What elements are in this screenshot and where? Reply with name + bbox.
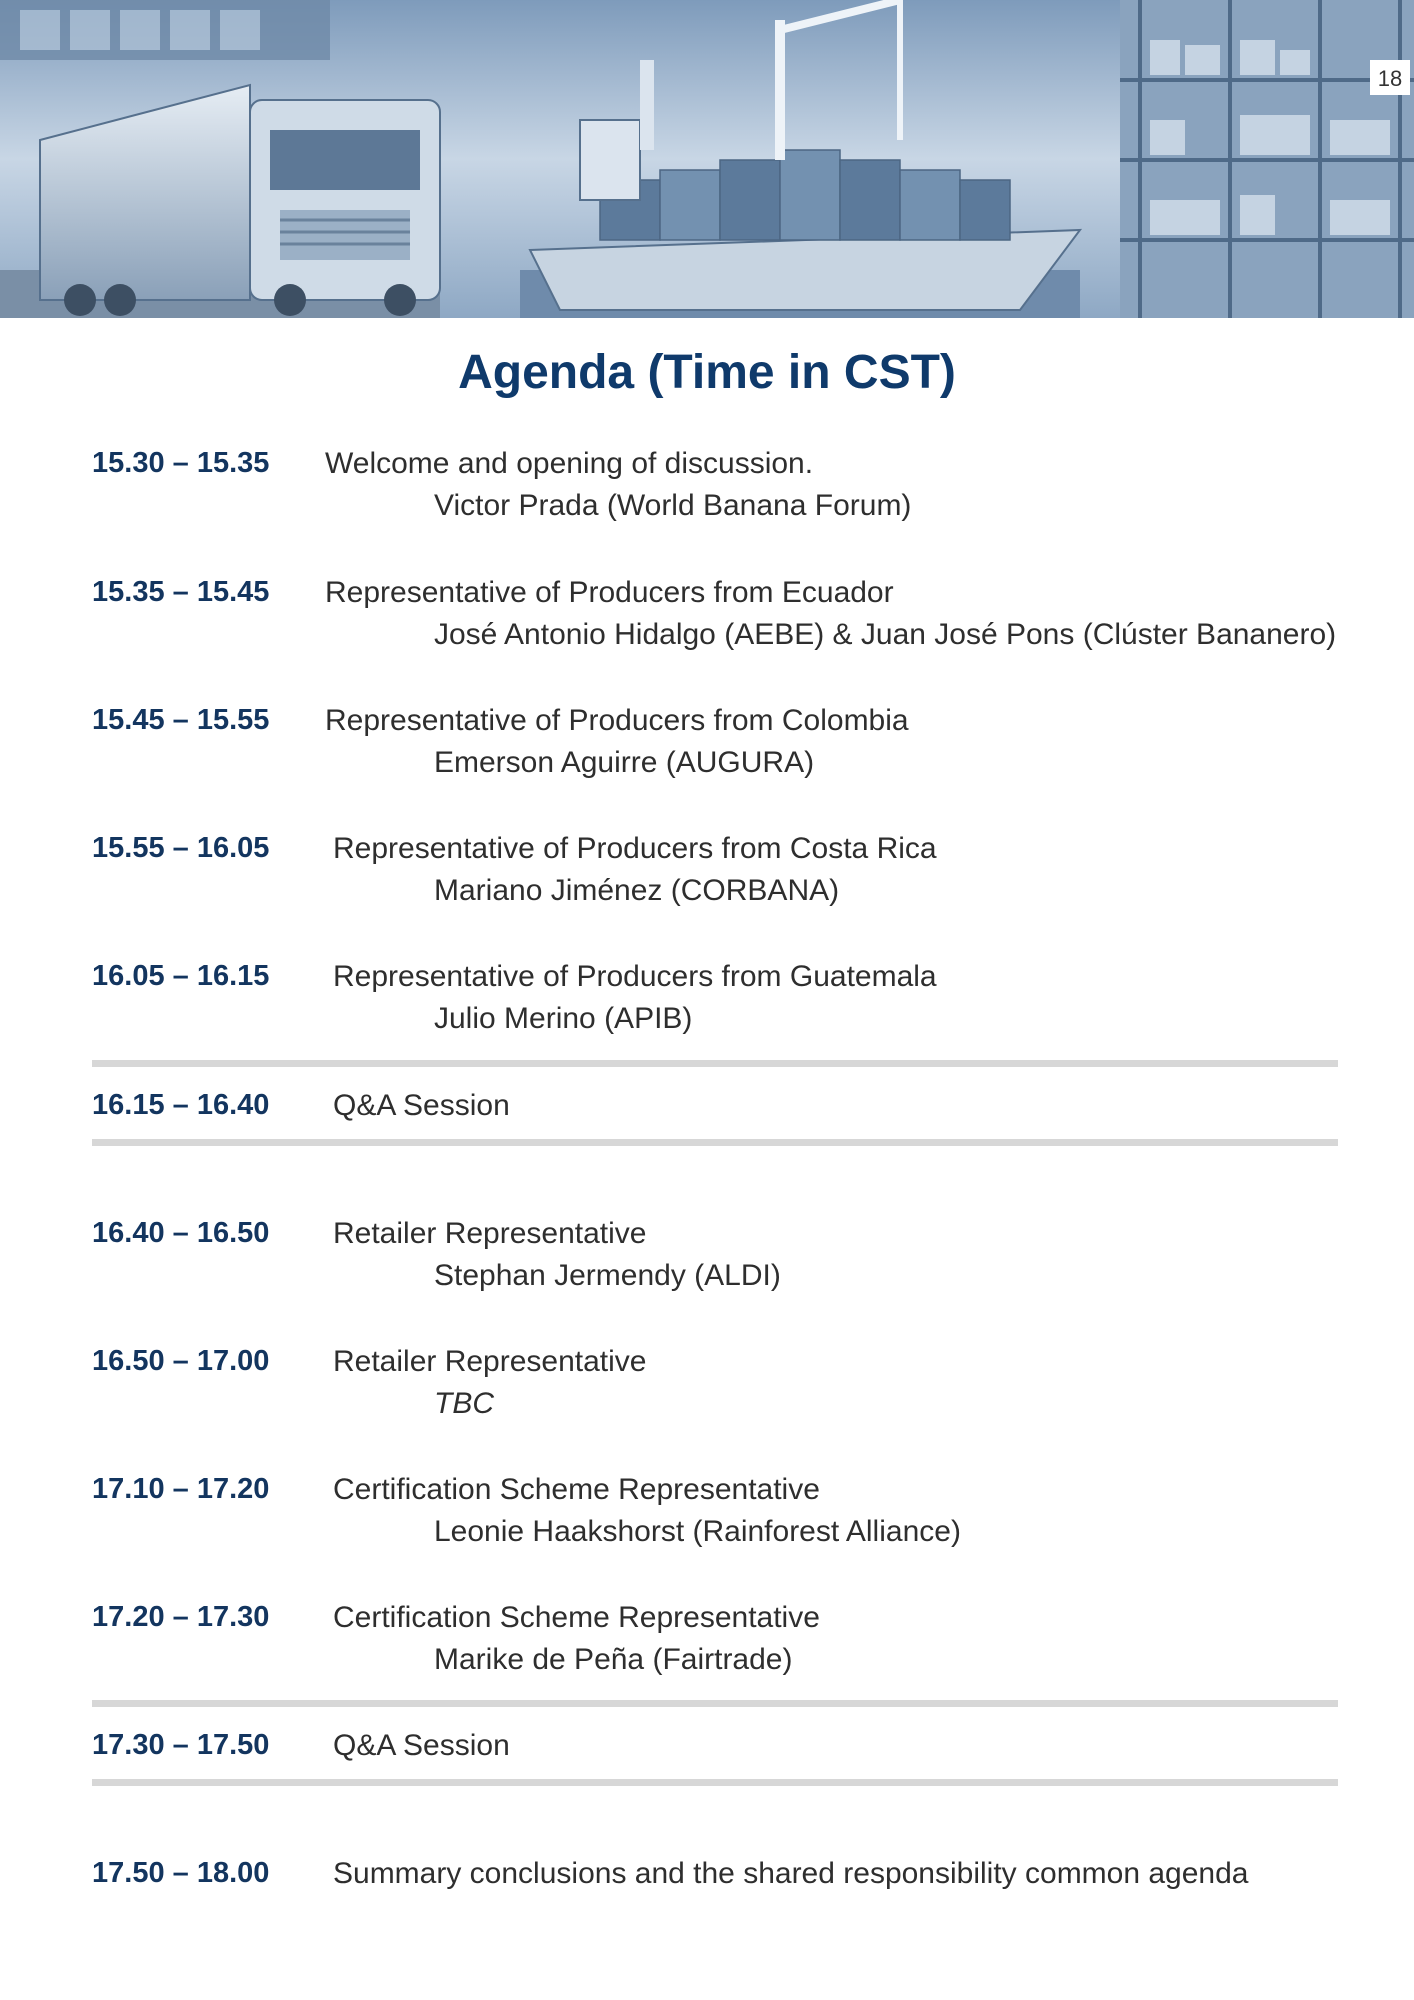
agenda-description: Retailer Representative xyxy=(333,1217,647,1250)
agenda-description: Representative of Producers from Guatemala xyxy=(333,960,937,993)
agenda-speaker: Stephan Jermendy (ALDI) xyxy=(434,1259,781,1292)
agenda-speaker: Mariano Jiménez (CORBANA) xyxy=(434,874,840,907)
agenda-speaker: Julio Merino (APIB) xyxy=(434,1002,693,1035)
page-title: Agenda (Time in CST) xyxy=(458,346,956,399)
agenda-time: 15.30 – 15.35 xyxy=(92,447,270,479)
agenda-speaker: TBC xyxy=(434,1387,494,1420)
agenda-time: 16.05 – 16.15 xyxy=(92,960,270,992)
agenda-time: 17.30 – 17.50 xyxy=(92,1729,270,1761)
agenda-speaker: Leonie Haakshorst (Rainforest Alliance) xyxy=(434,1515,961,1548)
agenda-time: 17.50 – 18.00 xyxy=(92,1857,270,1889)
agenda-time: 16.15 – 16.40 xyxy=(92,1089,270,1121)
agenda-speaker: Victor Prada (World Banana Forum) xyxy=(434,489,912,522)
agenda-time: 15.35 – 15.45 xyxy=(92,576,270,608)
section-divider xyxy=(92,1700,1338,1707)
agenda-time: 16.50 – 17.00 xyxy=(92,1345,270,1377)
header-banner-image xyxy=(0,0,1414,318)
section-divider xyxy=(92,1779,1338,1786)
section-divider xyxy=(92,1139,1338,1146)
agenda-description: Representative of Producers from Ecuador xyxy=(325,576,894,609)
agenda-time: 17.10 – 17.20 xyxy=(92,1473,270,1505)
agenda-description: Certification Scheme Representative xyxy=(333,1601,820,1634)
agenda-speaker: José Antonio Hidalgo (AEBE) & Juan José Pons (Clúster Bananero) xyxy=(434,618,1337,651)
agenda-speaker: Marike de Peña (Fairtrade) xyxy=(434,1643,793,1676)
svg-text:18: 18 xyxy=(1377,66,1403,91)
agenda-time: 15.45 – 15.55 xyxy=(92,704,270,736)
agenda-description: Representative of Producers from Costa Rica xyxy=(333,832,937,865)
agenda-description: Summary conclusions and the shared responsibility common agenda xyxy=(333,1857,1249,1890)
agenda-time: 17.20 – 17.30 xyxy=(92,1601,270,1633)
agenda-description: Q&A Session xyxy=(333,1089,510,1122)
agenda-speaker: Emerson Aguirre (AUGURA) xyxy=(434,746,815,779)
agenda-time: 16.40 – 16.50 xyxy=(92,1217,270,1249)
agenda-time: 15.55 – 16.05 xyxy=(92,832,270,864)
agenda-description: Certification Scheme Representative xyxy=(333,1473,820,1506)
agenda-description: Retailer Representative xyxy=(333,1345,647,1378)
agenda-description: Representative of Producers from Colombia xyxy=(325,704,909,737)
agenda-description: Q&A Session xyxy=(333,1729,510,1762)
agenda-description: Welcome and opening of discussion. xyxy=(325,447,814,480)
section-divider xyxy=(92,1060,1338,1067)
